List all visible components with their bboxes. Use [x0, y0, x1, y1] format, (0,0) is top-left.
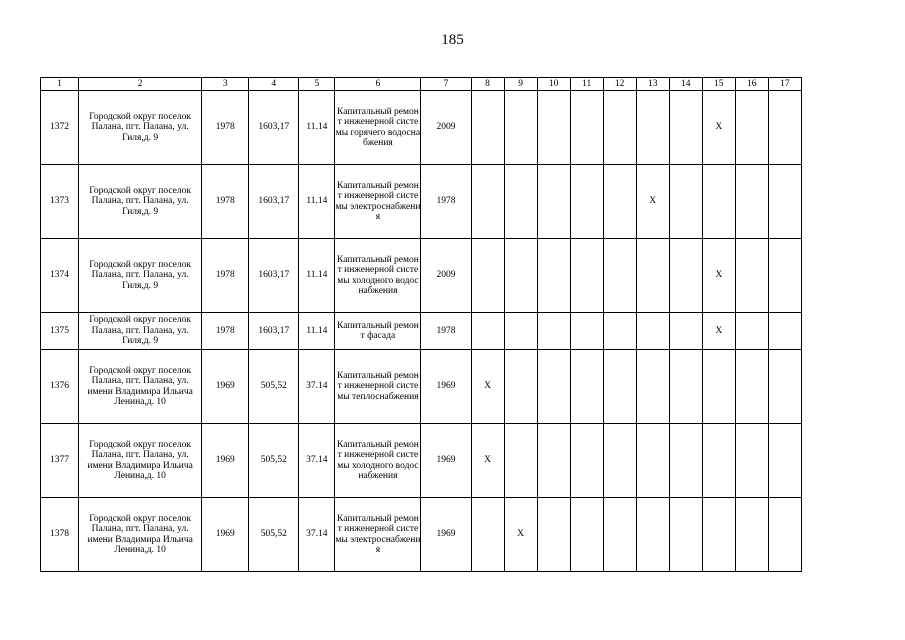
row-number: 1373 [41, 165, 79, 239]
address-cell: Городской округ поселок Палана, пгт. Палана, ул. Гиля,д. 9 [79, 239, 202, 313]
mark-cell-col-10 [537, 165, 570, 239]
mark-cell-col-17 [768, 424, 801, 498]
build-year-cell: 1978 [202, 165, 249, 239]
mark-cell-col-13 [636, 350, 669, 424]
mark-cell-col-17 [768, 91, 801, 165]
area-cell: 505,52 [249, 498, 299, 572]
mark-cell-col-16 [735, 424, 768, 498]
area-cell: 1603,17 [249, 165, 299, 239]
mark-cell-col-13 [636, 498, 669, 572]
mark-cell-col-13: X [636, 165, 669, 239]
mark-cell-col-13 [636, 91, 669, 165]
work-year-cell: 2009 [421, 91, 471, 165]
work-year-cell: 1969 [421, 424, 471, 498]
mark-cell-col-15: X [702, 313, 735, 350]
table-row [41, 313, 802, 350]
address-cell: Городской округ поселок Палана, пгт. Палана, ул. имени Владимира Ильича Ленина,д. 10 [79, 350, 202, 424]
column-header-14: 14 [669, 78, 702, 91]
build-year-cell: 1978 [202, 239, 249, 313]
work-type-cell: Капитальный ремонт фасада [335, 313, 421, 350]
mark-cell-col-17 [768, 350, 801, 424]
table-row [41, 165, 802, 239]
mark-cell-col-16 [735, 91, 768, 165]
column-header-13: 13 [636, 78, 669, 91]
row-number: 1374 [41, 239, 79, 313]
mark-cell-col-14 [669, 165, 702, 239]
mark-cell-col-12 [603, 350, 636, 424]
mark-cell-col-17 [768, 498, 801, 572]
mark-cell-col-15 [702, 424, 735, 498]
table-row [41, 424, 802, 498]
row-number: 1375 [41, 313, 79, 350]
mark-cell-col-9 [504, 91, 537, 165]
mark-cell-col-10 [537, 313, 570, 350]
column-header-10: 10 [537, 78, 570, 91]
address-cell: Городской округ поселок Палана, пгт. Палана, ул. имени Владимира Ильича Ленина,д. 10 [79, 424, 202, 498]
mark-cell-col-11 [570, 313, 603, 350]
wear-cell: 11.14 [299, 313, 335, 350]
header-row [41, 78, 802, 91]
mark-cell-col-14 [669, 239, 702, 313]
column-header-4: 4 [249, 78, 299, 91]
mark-cell-col-10 [537, 498, 570, 572]
work-type-cell: Капитальный ремонт инженерной системы горячего водоснабжения [335, 91, 421, 165]
mark-cell-col-12 [603, 165, 636, 239]
column-header-2: 2 [79, 78, 202, 91]
row-number: 1372 [41, 91, 79, 165]
column-header-9: 9 [504, 78, 537, 91]
column-header-5: 5 [299, 78, 335, 91]
mark-cell-col-8 [471, 498, 504, 572]
column-header-7: 7 [421, 78, 471, 91]
mark-cell-col-12 [603, 239, 636, 313]
mark-cell-col-9 [504, 239, 537, 313]
mark-cell-col-13 [636, 313, 669, 350]
mark-cell-col-15: X [702, 91, 735, 165]
mark-cell-col-15 [702, 498, 735, 572]
wear-cell: 37.14 [299, 350, 335, 424]
table-row [41, 498, 802, 572]
mark-cell-col-13 [636, 424, 669, 498]
mark-cell-col-16 [735, 165, 768, 239]
wear-cell: 37.14 [299, 424, 335, 498]
work-type-cell: Капитальный ремонт инженерной системы холодного водоснабжения [335, 239, 421, 313]
area-cell: 1603,17 [249, 313, 299, 350]
mark-cell-col-16 [735, 350, 768, 424]
mark-cell-col-10 [537, 239, 570, 313]
mark-cell-col-17 [768, 239, 801, 313]
mark-cell-col-14 [669, 424, 702, 498]
mark-cell-col-9 [504, 350, 537, 424]
mark-cell-col-16 [735, 313, 768, 350]
mark-cell-col-8: X [471, 424, 504, 498]
table-row [41, 91, 802, 165]
mark-cell-col-15: X [702, 239, 735, 313]
wear-cell: 11.14 [299, 239, 335, 313]
mark-cell-col-9: X [504, 498, 537, 572]
mark-cell-col-16 [735, 239, 768, 313]
work-year-cell: 1969 [421, 498, 471, 572]
mark-cell-col-12 [603, 91, 636, 165]
mark-cell-col-8 [471, 313, 504, 350]
column-header-16: 16 [735, 78, 768, 91]
mark-cell-col-10 [537, 350, 570, 424]
work-type-cell: Капитальный ремонт инженерной системы электроснабжения [335, 498, 421, 572]
area-cell: 505,52 [249, 424, 299, 498]
work-year-cell: 1969 [421, 350, 471, 424]
wear-cell: 11.14 [299, 165, 335, 239]
row-number: 1377 [41, 424, 79, 498]
column-header-17: 17 [768, 78, 801, 91]
mark-cell-col-11 [570, 498, 603, 572]
build-year-cell: 1978 [202, 313, 249, 350]
build-year-cell: 1978 [202, 91, 249, 165]
table-row [41, 350, 802, 424]
table-row [41, 239, 802, 313]
column-header-3: 3 [202, 78, 249, 91]
mark-cell-col-14 [669, 313, 702, 350]
address-cell: Городской округ поселок Палана, пгт. Палана, ул. Гиля,д. 9 [79, 91, 202, 165]
mark-cell-col-12 [603, 313, 636, 350]
mark-cell-col-9 [504, 313, 537, 350]
mark-cell-col-17 [768, 165, 801, 239]
row-number: 1378 [41, 498, 79, 572]
area-cell: 505,52 [249, 350, 299, 424]
mark-cell-col-10 [537, 91, 570, 165]
mark-cell-col-10 [537, 424, 570, 498]
mark-cell-col-11 [570, 350, 603, 424]
mark-cell-col-9 [504, 424, 537, 498]
work-type-cell: Капитальный ремонт инженерной системы теплоснабжения [335, 350, 421, 424]
column-header-6: 6 [335, 78, 421, 91]
column-header-11: 11 [570, 78, 603, 91]
mark-cell-col-15 [702, 165, 735, 239]
mark-cell-col-13 [636, 239, 669, 313]
address-cell: Городской округ поселок Палана, пгт. Палана, ул. Гиля,д. 9 [79, 165, 202, 239]
wear-cell: 37.14 [299, 498, 335, 572]
mark-cell-col-11 [570, 239, 603, 313]
work-type-cell: Капитальный ремонт инженерной системы холодного водоснабжения [335, 424, 421, 498]
build-year-cell: 1969 [202, 498, 249, 572]
mark-cell-col-14 [669, 350, 702, 424]
build-year-cell: 1969 [202, 350, 249, 424]
column-header-1: 1 [41, 78, 79, 91]
work-year-cell: 2009 [421, 239, 471, 313]
mark-cell-col-17 [768, 313, 801, 350]
work-type-cell: Капитальный ремонт инженерной системы электроснабжения [335, 165, 421, 239]
column-header-8: 8 [471, 78, 504, 91]
mark-cell-col-14 [669, 498, 702, 572]
row-number: 1376 [41, 350, 79, 424]
mark-cell-col-12 [603, 424, 636, 498]
mark-cell-col-15 [702, 350, 735, 424]
mark-cell-col-14 [669, 91, 702, 165]
address-cell: Городской округ поселок Палана, пгт. Палана, ул. Гиля,д. 9 [79, 313, 202, 350]
mark-cell-col-8 [471, 165, 504, 239]
page-number: 185 [441, 32, 464, 48]
mark-cell-col-8: X [471, 350, 504, 424]
wear-cell: 11.14 [299, 91, 335, 165]
mark-cell-col-11 [570, 91, 603, 165]
area-cell: 1603,17 [249, 239, 299, 313]
repair-table [40, 77, 802, 572]
mark-cell-col-11 [570, 165, 603, 239]
mark-cell-col-16 [735, 498, 768, 572]
work-year-cell: 1978 [421, 165, 471, 239]
mark-cell-col-12 [603, 498, 636, 572]
mark-cell-col-11 [570, 424, 603, 498]
work-year-cell: 1978 [421, 313, 471, 350]
mark-cell-col-9 [504, 165, 537, 239]
mark-cell-col-8 [471, 239, 504, 313]
address-cell: Городской округ поселок Палана, пгт. Палана, ул. имени Владимира Ильича Ленина,д. 10 [79, 498, 202, 572]
mark-cell-col-8 [471, 91, 504, 165]
area-cell: 1603,17 [249, 91, 299, 165]
column-header-12: 12 [603, 78, 636, 91]
column-header-15: 15 [702, 78, 735, 91]
build-year-cell: 1969 [202, 424, 249, 498]
